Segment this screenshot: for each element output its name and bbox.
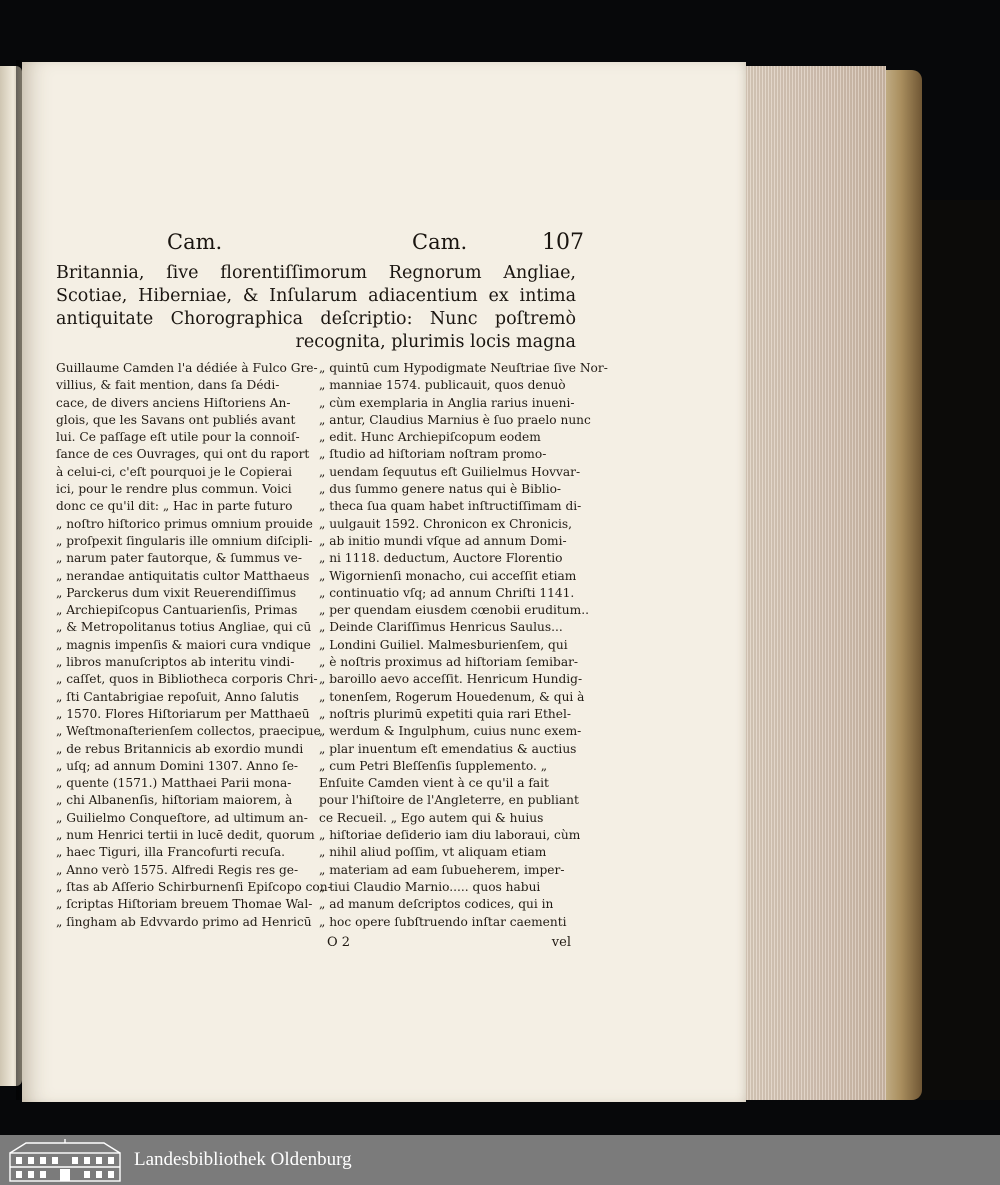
text-line: „ caſſet, quos in Bibliotheca corporis Chri- <box>56 672 318 687</box>
book-cover-edge <box>880 70 922 1100</box>
text-line: „ libros manuſcriptos ab interitu vindi- <box>56 655 295 670</box>
book-page <box>22 62 746 1102</box>
text-line: „ cùm exemplaria in Anglia rarius inueni- <box>319 395 575 410</box>
text-line: „ hoc opere ſubſtruendo inſtar caementi <box>319 914 567 929</box>
text-line: „ cum Petri Bleſſenſis ſupplemento. „ <box>319 758 548 773</box>
book-cover-dark <box>918 200 1000 1100</box>
text-line: „ ſti Cantabrigiae repoſuit, Anno ſalutis <box>56 689 299 704</box>
text-line: „ ſingham ab Edvvardo primo ad Henricū <box>56 914 312 929</box>
text-line: „ quintū cum Hypodigmate Neuſtriae ſive Nor- <box>319 361 608 375</box>
text-line: „ & Metropolitanus totius Angliae, qui cū <box>56 620 312 635</box>
text-line: glois, que les Savans ont publiés avant <box>56 412 296 427</box>
text-line: „ Weſtmonaſterienſem collectos, praecipue <box>56 724 321 739</box>
text-line: ici, pour le rendre plus commun. Voici <box>56 482 292 497</box>
text-line: „ noſtro hiſtorico primus omnium prouide <box>56 516 313 531</box>
text-line: „ ni 1118. deductum, Auctore Florentio <box>319 551 563 566</box>
left-column <box>56 360 332 931</box>
text-line: „ Deinde Clariſſimus Henricus Saulus... <box>319 620 563 635</box>
running-head <box>22 230 746 260</box>
text-line: „ Wigornienſi monacho, cui acceſſit etiam <box>319 568 577 583</box>
text-line: „ tonenſem, Rogerum Houedenum, & qui à <box>319 689 585 704</box>
text-line: Enſuite Camden vient à ce qu'il a fait <box>319 776 549 791</box>
text-line: „ ſtudio ad hiſtoriam noſtram promo- <box>319 447 547 462</box>
text-line: „ per quendam eiusdem cœnobii eruditum.. <box>319 603 589 618</box>
text-line: cace, de divers anciens Hiſtoriens An- <box>56 395 291 410</box>
page-stack-edge <box>744 66 886 1100</box>
running-head-left: Cam. <box>167 230 223 254</box>
text-line: pour l'hiſtoire de l'Angleterre, en publiant <box>319 793 579 808</box>
text-line: „ magnis impenſis & maiori cura vndique <box>56 637 311 652</box>
text-line: ce Recueil. „ Ego autem qui & huius <box>319 810 544 825</box>
text-line: „ Guilielmo Conqueſtore, ad ultimum an- <box>56 810 308 825</box>
text-line: „ manniae 1574. publicauit, quos denuò <box>319 378 566 393</box>
text-line: „ 1570. Flores Hiſtoriarum per Matthaeū <box>56 706 310 721</box>
page-footer <box>327 935 571 955</box>
text-line: „ Anno verò 1575. Alfredi Regis res ge- <box>56 862 299 877</box>
text-line: „ plar inuentum eſt emendatius & auctius <box>319 741 577 756</box>
text-line: „ haec Tiguri, illa Francofurti recuſa. <box>56 845 285 860</box>
right-column <box>319 360 608 931</box>
text-line: „ nerandae antiquitatis cultor Matthaeus <box>56 568 310 583</box>
text-line: „ materiam ad eam ſubueherem, imper- <box>319 862 565 877</box>
text-line: donc ce qu'il dit: „ Hac in parte futuro <box>56 499 293 514</box>
text-line: „ noſtris plurimū expetiti quia rari Ethel- <box>319 706 572 721</box>
text-line: à celui-ci, c'eſt pourquoi je le Copierai <box>56 464 293 479</box>
text-line: „ Archiepiſcopus Cantuarienſis, Primas <box>56 603 298 618</box>
text-line: „ nihil aliud poſſim, vt aliquam etiam <box>319 845 547 860</box>
text-line: lui. Ce paſſage eſt utile pour la connoiſ- <box>56 430 300 445</box>
text-line: „ uulgauit 1592. Chronicon ex Chronicis, <box>319 516 573 531</box>
text-line: „ continuatio vſq; ad annum Chriſti 1141. <box>319 585 575 600</box>
text-line: „ narum pater fautorque, & ſummus ve- <box>56 551 302 566</box>
text-line: „ è noſtris proximus ad hiſtoriam ſemibar- <box>319 655 579 670</box>
catchword: vel <box>551 935 571 950</box>
text-line: „ antur, Claudius Marnius è ſuo praelo nunc <box>319 412 591 427</box>
text-line: „ ſcriptas Hiſtoriam breuem Thomae Wal- <box>56 897 313 912</box>
text-line: „ uſq; ad annum Domini 1307. Anno ſe- <box>56 758 299 773</box>
running-head-center: Cam. <box>412 230 468 254</box>
text-line: „ theca ſua quam habet inſtructiſſimam di- <box>319 499 582 514</box>
text-line: „ werdum & Ingulphum, cuius nunc exem- <box>319 724 582 739</box>
text-line: „ ad manum deſcriptos codices, qui in <box>319 897 554 912</box>
signature-mark: O 2 <box>327 935 351 950</box>
text-line: „ de rebus Britannicis ab exordio mundi <box>56 741 304 756</box>
text-line: „ tiui Claudio Marnio..... quos habui <box>319 879 541 894</box>
text-line: „ proſpexit ſingularis ille omnium diſcipli- <box>56 533 313 548</box>
text-line: „ Londini Guiliel. Malmesburienſem, qui <box>319 637 568 652</box>
text-line: „ hiſtoriae deſiderio iam diu laboraui, cùm <box>319 828 581 843</box>
library-name: Landesbibliothek Oldenburg <box>134 1149 352 1170</box>
text-line: „ edit. Hunc Archiepiſcopum eodem <box>319 430 541 445</box>
text-line: „ uendam ſequutus eſt Guilielmus Hovvar- <box>319 464 581 479</box>
text-line: „ ſtas ab Aſſerio Schirburnenſi Epiſcopo con- <box>56 879 332 894</box>
page-number: 107 <box>542 230 584 255</box>
text-line: Guillaume Camden l'a dédiée à Fulco Gre- <box>56 361 318 375</box>
text-line: villius, & fait mention, dans ſa Dédi- <box>56 378 280 393</box>
text-line: ſance de ces Ouvrages, qui ont du raport <box>56 447 310 462</box>
text-line: „ num Henrici tertii in lucē dedit, quorum <box>56 828 315 843</box>
entry-title: Britannia, ſive florentiſſimorum Regnorum Angliae, Scotiae, Hiberniae, & Inſularum adiacentium ex intima antiquitate Chorographica deſcriptio: Nunc poſtremò recognita, plurimis locis magna <box>56 263 576 352</box>
text-line: „ quente (1571.) Matthaei Parii mona- <box>56 776 292 791</box>
library-bar <box>0 1135 1000 1185</box>
text-line: „ chi Albanenſis, hiſtoriam maiorem, à <box>56 793 293 808</box>
library-building-icon <box>6 1137 124 1183</box>
text-line: „ Parckerus dum vixit Reuerendiſſimus <box>56 585 297 600</box>
text-line: „ dus ſummo genere natus qui è Biblio- <box>319 482 562 497</box>
text-line: „ baroillo aevo acceſſit. Henricum Hundig- <box>319 672 583 687</box>
text-line: „ ab initio mundi vſque ad annum Domi- <box>319 533 567 548</box>
